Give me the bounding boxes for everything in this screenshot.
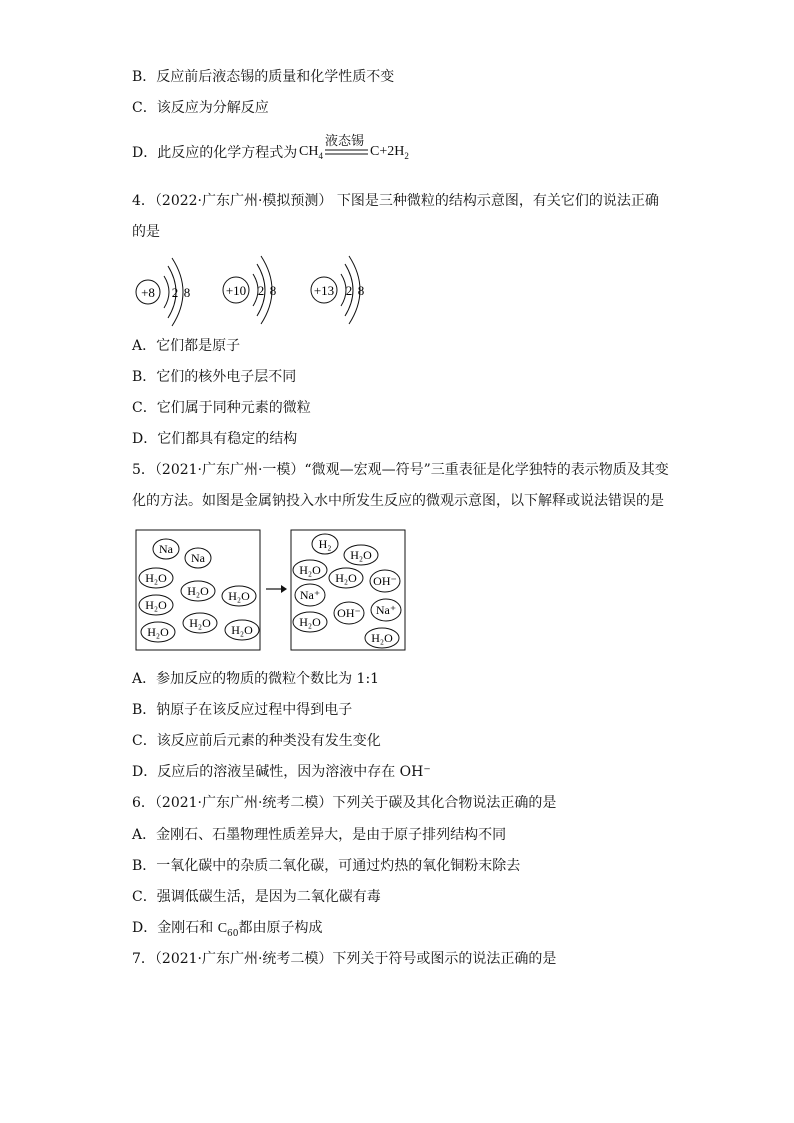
q4-option-c: C．它们属于同种元素的微粒 bbox=[132, 400, 311, 416]
nucleus-charge: +13 bbox=[313, 283, 335, 298]
q4-stem-continued: 的是 bbox=[132, 224, 160, 240]
shell-electrons: 2 bbox=[345, 283, 353, 298]
molecule-h2o bbox=[139, 595, 173, 615]
svg-text:H₂O: H₂O bbox=[299, 563, 321, 577]
chemical-equation-lhs: $CH_4$ bbox=[299, 144, 323, 161]
molecule-h2o bbox=[225, 620, 259, 640]
q6-option-a: A．金刚石、石墨物理性质差异大，是由于原子排列结构不同 bbox=[132, 827, 507, 843]
equation-equals-sign bbox=[324, 148, 370, 156]
chemical-equation-rhs: $C+2H_2$ bbox=[370, 144, 409, 161]
molecule-h2o bbox=[183, 613, 217, 633]
molecule-h2o bbox=[344, 545, 378, 565]
molecule-h2o bbox=[329, 568, 363, 588]
q3-option-b: B．反应前后液态锡的质量和化学性质不变 bbox=[132, 69, 395, 85]
q5-option-b: B．钠原子在该反应过程中得到电子 bbox=[132, 702, 353, 718]
q4-option-a: A．它们都是原子 bbox=[132, 338, 241, 354]
molecule-h2o bbox=[293, 560, 327, 580]
particle-diagram-2 bbox=[223, 256, 276, 324]
svg-text:H₂O: H₂O bbox=[350, 548, 372, 562]
q6-option-d: D．金刚石和 $C_{60}$都由原子构成 bbox=[132, 920, 323, 939]
q6-stem: 6．（2021·广东广州·统考二模）下列关于碳及其化合物说法正确的是 bbox=[132, 795, 557, 811]
ion-oh bbox=[370, 570, 400, 592]
q4-stem: 4．（2022·广东广州·模拟预测） 下图是三种微粒的结构示意图，有关它们的说法正确 bbox=[132, 193, 659, 209]
svg-text:Na⁺: Na⁺ bbox=[299, 588, 321, 602]
q5-stem: 5．（2021·广东广州·一模）“微观—宏观—符号”三重表征是化学独特的表示物质及其变 bbox=[132, 462, 669, 478]
svg-text:H₂O: H₂O bbox=[335, 571, 357, 585]
q3-option-d bbox=[132, 143, 297, 163]
particle-diagram-3 bbox=[311, 256, 364, 324]
svg-text:Na: Na bbox=[191, 551, 205, 565]
q6-option-c: C．强调低碳生活，是因为二氧化碳有毒 bbox=[132, 889, 381, 905]
molecule-h2o bbox=[365, 628, 399, 648]
nucleus-charge: +8 bbox=[141, 285, 155, 300]
svg-text:H₂O: H₂O bbox=[299, 615, 321, 629]
nucleus-charge: +10 bbox=[225, 283, 247, 298]
molecule-h2o bbox=[222, 586, 256, 606]
svg-text:Na: Na bbox=[159, 542, 173, 556]
svg-text:H₂O: H₂O bbox=[189, 616, 211, 630]
reaction-arrow-icon bbox=[266, 585, 287, 593]
molecule-h2o bbox=[293, 612, 327, 632]
svg-text:H₂: H₂ bbox=[318, 537, 332, 551]
svg-text:H₂O: H₂O bbox=[147, 625, 169, 639]
shell-electrons: 2 bbox=[171, 285, 179, 300]
q4-option-b: B．它们的核外电子层不同 bbox=[132, 369, 297, 385]
svg-text:H₂O: H₂O bbox=[145, 571, 167, 585]
molecule-h2o bbox=[141, 622, 175, 642]
equation-condition: 液态锡 bbox=[325, 134, 365, 149]
q5-option-c: C．该反应前后元素的种类没有发生变化 bbox=[132, 733, 381, 749]
shell-electrons: 8 bbox=[269, 283, 277, 298]
svg-text:H₂O: H₂O bbox=[187, 584, 209, 598]
ion-oh bbox=[334, 602, 364, 624]
molecule-h2o bbox=[139, 568, 173, 588]
q6-option-b: B．一氧化碳中的杂质二氧化碳，可通过灼热的氧化铜粉末除去 bbox=[132, 858, 521, 874]
svg-text:OH⁻: OH⁻ bbox=[337, 606, 361, 620]
shell-electrons: 8 bbox=[183, 285, 191, 300]
svg-text:H₂O: H₂O bbox=[231, 623, 253, 637]
sodium-water-reaction-diagram bbox=[134, 528, 409, 654]
molecule-h2o bbox=[181, 581, 215, 601]
shell-electrons: 8 bbox=[357, 283, 365, 298]
q7-stem: 7．（2021·广东广州·统考二模）下列关于符号或图示的说法正确的是 bbox=[132, 951, 557, 967]
svg-text:H₂O: H₂O bbox=[371, 631, 393, 645]
q5-stem-continued: 化的方法。如图是金属钠投入水中所发生反应的微观示意图，以下解释或说法错误的是 bbox=[132, 493, 664, 509]
molecule-na bbox=[153, 539, 179, 559]
q5-option-a: A．参加反应的物质的微粒个数比为 1:1 bbox=[132, 671, 380, 687]
atomic-structure-diagrams bbox=[130, 252, 390, 327]
particle-diagram-1 bbox=[136, 258, 190, 326]
svg-text:OH⁻: OH⁻ bbox=[373, 574, 397, 588]
q4-option-d: D．它们都具有稳定的结构 bbox=[132, 431, 298, 447]
molecule-h2 bbox=[312, 534, 338, 554]
svg-text:Na⁺: Na⁺ bbox=[375, 603, 397, 617]
q3-option-c: C．该反应为分解反应 bbox=[132, 100, 269, 116]
svg-text:H₂O: H₂O bbox=[228, 589, 250, 603]
ion-na bbox=[371, 599, 401, 621]
svg-text:H₂O: H₂O bbox=[145, 598, 167, 612]
molecule-na bbox=[185, 548, 211, 568]
shell-electrons: 2 bbox=[257, 283, 265, 298]
q3-option-d-prefix: D．此反应的化学方程式为 bbox=[132, 145, 298, 161]
ion-na bbox=[295, 584, 325, 606]
q5-option-d: D．反应后的溶液呈碱性，因为溶液中存在 OH⁻ bbox=[132, 764, 431, 780]
